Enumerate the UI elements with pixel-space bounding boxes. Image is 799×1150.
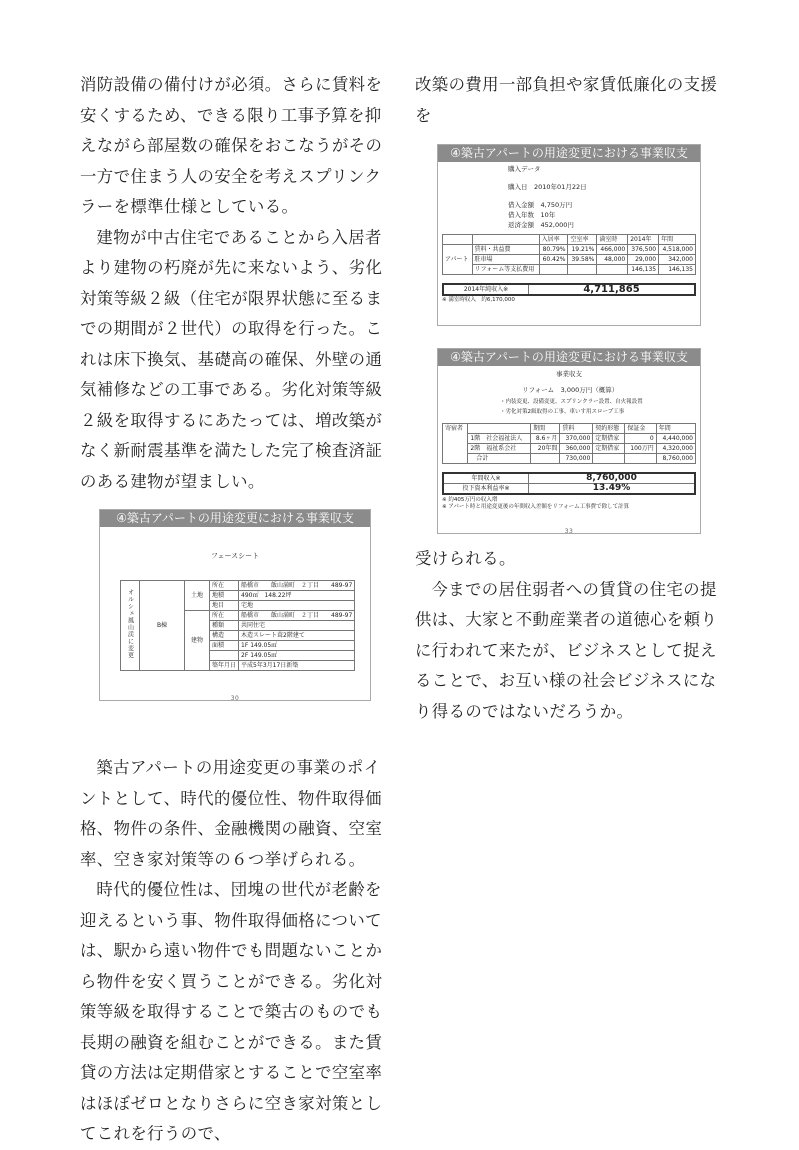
table-cell: 39.58% bbox=[568, 255, 597, 265]
table-head: 寄宿者 bbox=[443, 424, 468, 464]
table-cell: 8.6ヶ月 bbox=[531, 434, 560, 444]
income-table bbox=[442, 234, 696, 275]
slide-purchase-data bbox=[437, 144, 701, 326]
table-cell: 376,500 bbox=[628, 245, 659, 255]
slide-title: ④築古アパートの用途変更における事業収支 bbox=[438, 145, 700, 162]
table-cell bbox=[539, 265, 568, 275]
table-cell: 宅地 bbox=[239, 600, 355, 610]
reform-cost: リフォーム 3,000万円（概算） bbox=[522, 386, 619, 394]
table-head: 保証金 bbox=[625, 424, 656, 434]
kv-label: 借入金額 bbox=[508, 201, 534, 209]
table-head: 年間 bbox=[656, 424, 695, 434]
table-cell: 地目 bbox=[210, 600, 239, 610]
table-cell: 構造 bbox=[210, 630, 239, 640]
table-cell: 定期借家 bbox=[593, 444, 625, 454]
slide-title: ④築古アパートの用途変更における事業収支 bbox=[100, 510, 370, 527]
building-b-label: B棟 bbox=[140, 580, 185, 670]
table-cell: 146,135 bbox=[659, 265, 696, 275]
kv-value: 452,000円 bbox=[540, 221, 574, 229]
table-cell bbox=[210, 650, 239, 660]
table-cell: 賃料・共益費 bbox=[472, 245, 539, 255]
table-cell: 4,518,000 bbox=[659, 245, 696, 255]
table-head bbox=[468, 424, 531, 434]
table-cell: 駐車場 bbox=[472, 255, 539, 265]
table-cell: 種類 bbox=[210, 620, 239, 630]
yield-value: 13.49% bbox=[529, 484, 696, 495]
kv-value: 2010年01月22日 bbox=[534, 183, 587, 191]
table-cell: 342,000 bbox=[659, 255, 696, 265]
table-cell: リフォーム等支払費用 bbox=[472, 265, 539, 275]
table-head: 年間 bbox=[659, 235, 696, 245]
table-cell: 146,135 bbox=[628, 265, 659, 275]
slide-business-balance bbox=[437, 348, 701, 534]
table-cell: 8,760,000 bbox=[656, 454, 695, 464]
table-cell: 19.21% bbox=[568, 245, 597, 255]
slide-note: ※ 満室時収入 約6,170,000 bbox=[442, 297, 515, 303]
yield-label: 投下資本利益率※ bbox=[443, 484, 529, 495]
table-cell: 合計 bbox=[468, 454, 531, 464]
annual-label: 年間収入※ bbox=[443, 473, 529, 484]
table-cell: 360,000 bbox=[560, 444, 593, 454]
kv-label: 返済金額 bbox=[508, 221, 534, 229]
paragraph: 今までの居住弱者への賃貸の住宅の提供は、大家と不動産業者の道徳心を頼りに行われて来たが、ビジネスとして捉えることで、お互い様の社会ビジネスになり得るのではないだろうか。 bbox=[415, 579, 718, 721]
table-cell: 4,320,000 bbox=[656, 444, 695, 454]
table-cell: 所在 bbox=[210, 610, 239, 620]
table-cell: 60.42% bbox=[539, 255, 568, 265]
slide-note: ※ アパート時と用途変更後の年間収入差額をリフォーム工事費で除して計算 bbox=[442, 504, 630, 510]
table-cell: 48,000 bbox=[597, 255, 628, 265]
bullet: ・劣化対策2級取得の工事、車いす用スロープ工事 bbox=[500, 409, 625, 415]
slide-subtitle: 購入データ bbox=[508, 165, 541, 173]
vertical-label: オルシェ鳳山渓に変更 bbox=[126, 588, 134, 659]
kv-value: 4,750万円 bbox=[540, 201, 573, 209]
table-head: 期間 bbox=[531, 424, 560, 434]
table-head bbox=[443, 235, 473, 245]
table-head bbox=[472, 235, 539, 245]
slide-note: ※ 約405万円の収入増 bbox=[442, 497, 498, 503]
table-cell bbox=[625, 454, 656, 464]
annual-value: 8,760,000 bbox=[529, 473, 696, 484]
table-head: 賃料 bbox=[560, 424, 593, 434]
table-cell: 0 bbox=[625, 434, 656, 444]
paragraph: 受けられる。 bbox=[415, 549, 516, 568]
table-cell: 船橋市 飯山満町 ２丁目 489-97 bbox=[239, 610, 355, 620]
net-income-label: 2014年純収入※ bbox=[443, 284, 529, 295]
slide-subtitle: 事業収支 bbox=[556, 370, 582, 378]
table-cell: 730,000 bbox=[560, 454, 593, 464]
table-cell: 2階 福祉系会社 bbox=[468, 444, 531, 454]
table-cell: 地積 bbox=[210, 590, 239, 600]
apt-label: アパート bbox=[443, 245, 473, 275]
kv-label: 購入日 bbox=[508, 183, 528, 191]
table-cell: 20年間 bbox=[531, 444, 560, 454]
table-head: 満室時 bbox=[597, 235, 628, 245]
table-cell: 4,440,000 bbox=[656, 434, 695, 444]
table-cell: 80.79% bbox=[539, 245, 568, 255]
net-income-value: 4,711,865 bbox=[529, 284, 696, 295]
table-cell bbox=[593, 454, 625, 464]
net-income-box bbox=[442, 283, 696, 296]
table-cell: 1F 149.05㎡ bbox=[239, 640, 355, 650]
table-cell: 定期借家 bbox=[593, 434, 625, 444]
table-cell: 所在 bbox=[210, 580, 239, 590]
slide-face-sheet bbox=[99, 509, 371, 701]
tenant-table bbox=[442, 423, 696, 464]
table-cell: 1階 社会福祉法人 bbox=[468, 434, 531, 444]
right-column bbox=[415, 70, 727, 727]
table-cell: 490㎡ 148.22坪 bbox=[239, 590, 355, 600]
paragraph: 築古アパートの用途変更の事業のポイントとして、時代的優位性、物件取得価格、物件の条件、金融機関の融資、空室率、空き家対策等の６つ挙げられる。 bbox=[80, 758, 383, 869]
table-cell: 築年月日 bbox=[210, 660, 239, 670]
slide-subtitle: フェースシート bbox=[210, 552, 260, 560]
face-sheet-table bbox=[120, 580, 355, 671]
annual-summary-box bbox=[442, 472, 696, 495]
table-cell: 面積 bbox=[210, 640, 239, 650]
table-cell bbox=[568, 265, 597, 275]
building-label: 建物 bbox=[185, 610, 210, 670]
table-head: 契約形態 bbox=[593, 424, 625, 434]
table-cell: 木造スレート葺2階建て bbox=[239, 630, 355, 640]
paragraph: 消防設備の備付けが必須。さらに賃料を安くするため、できる限り工事予算を抑えながら部屋数の確保をおこなうがその一方で住まう人の安全を考えスプリンクラーを標準仕様としている。 bbox=[80, 75, 383, 216]
slide-page-number: 30 bbox=[230, 694, 240, 702]
table-cell: 466,000 bbox=[597, 245, 628, 255]
table-cell: 共同住宅 bbox=[239, 620, 355, 630]
left-column bbox=[80, 70, 392, 1150]
table-head: 空室率 bbox=[568, 235, 597, 245]
table-cell: 船橋市 飯山満町 ２丁目 489-97 bbox=[239, 580, 355, 590]
table-cell: 29,000 bbox=[628, 255, 659, 265]
table-cell: 2F 149.05㎡ bbox=[239, 650, 355, 660]
kv-value: 10年 bbox=[540, 211, 556, 219]
table-cell: 平成5年3月17日新築 bbox=[239, 660, 355, 670]
paragraph: 改築の費用一部負担や家賃低廉化の支援を bbox=[415, 75, 718, 125]
table-cell bbox=[597, 265, 628, 275]
table-cell: 370,000 bbox=[560, 434, 593, 444]
paragraph: 時代的優位性は、団塊の世代が老齢を迎えるという事、物件取得価格については、駅から遠い物件でも問題ないことから物件を安く買うことができる。劣化対策等級を取得することで築古のものでも長期の融資を組むことができる。また賃貸の方法は定期借家とすることで空室率はほぼゼロとなりさらに空き家対策としてこれを行うので、 bbox=[80, 880, 383, 1143]
table-cell: 100万円 bbox=[625, 444, 656, 454]
slide-page-number: 33 bbox=[564, 527, 574, 535]
paragraph: 建物が中古住宅であることから入居者より建物の朽廃が先に来ないよう、劣化対策等級２級（住宅が限界状態に至るまでの期間が２世代）の取得を行った。これは床下換気、基礎高の確保、外壁の通気補修などの工事である。劣化対策等級２級を取得するにあたっては、増改築がなく新耐震基準を満たした完了検査済証のある建物が望ましい。 bbox=[80, 227, 383, 491]
kv-label: 借入年数 bbox=[508, 211, 534, 219]
slide-title: ④築古アパートの用途変更における事業収支 bbox=[438, 349, 700, 366]
table-cell bbox=[531, 454, 560, 464]
land-label: 土地 bbox=[185, 580, 210, 610]
bullet: ・内装変更、設備変更、スプリンクラー設置、自火報設置 bbox=[500, 399, 643, 405]
table-head: 入居率 bbox=[539, 235, 568, 245]
table-head: 2014年 bbox=[628, 235, 659, 245]
